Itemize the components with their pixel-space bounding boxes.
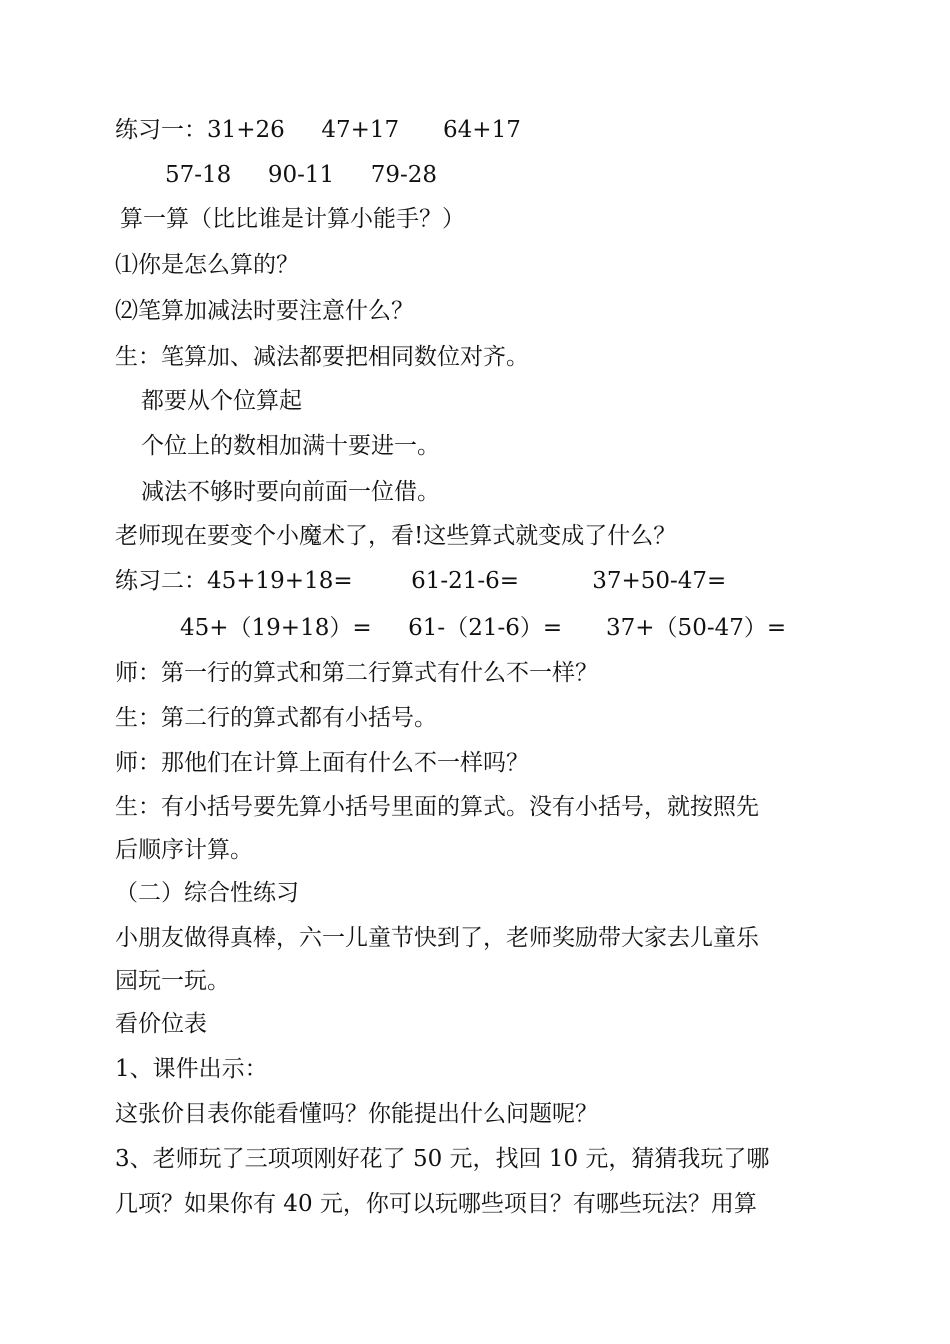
question-2: ⑵笔算加减法时要注意什么？ xyxy=(115,298,414,324)
intro-paragraph: 小朋友做得真棒，六一儿童节快到了，老师奖励带大家去儿童乐 xyxy=(115,925,759,951)
exercise-one-line-1: 练习一：31+26 47+17 64+17 xyxy=(115,117,521,143)
teacher-question-1: 师：第一行的算式和第二行算式有什么不一样？ xyxy=(115,660,598,686)
student-reply-1: 生：第二行的算式都有小括号。 xyxy=(115,705,437,731)
student-reply-2: 生：有小括号要先算小括号里面的算式。没有小括号，就按照先 xyxy=(115,794,759,820)
teacher-magic-line: 老师现在要变个小魔术了，看!这些算式就变成了什么？ xyxy=(115,523,677,549)
exercise-two-line-1: 练习二：45+19+18= 61-21-6= 37+50-47= xyxy=(115,568,727,594)
intro-paragraph-cont: 园玩一玩。 xyxy=(115,968,230,994)
calculate-heading: 算一算（比比谁是计算小能手？） xyxy=(120,206,465,232)
teacher-question-2: 师：那他们在计算上面有什么不一样吗？ xyxy=(115,750,529,776)
question-1: ⑴你是怎么算的？ xyxy=(115,252,299,278)
answer-point-3: 减法不够时要向前面一位借。 xyxy=(141,479,440,505)
student-reply-2-cont: 后顺序计算。 xyxy=(115,837,253,863)
exercise-one-line-2: 57-18 90-11 79-28 xyxy=(165,162,438,188)
step-3-cont: 几项？如果你有 40 元，你可以玩哪些项目？有哪些玩法？用算 xyxy=(115,1191,757,1217)
section-heading-2: （二）综合性练习 xyxy=(115,880,299,906)
step-3: 3、老师玩了三项项刚好花了 50 元，找回 10 元，猜猜我玩了哪 xyxy=(115,1146,770,1172)
price-list-question: 这张价目表你能看懂吗？你能提出什么问题呢？ xyxy=(115,1101,598,1127)
exercise-two-line-2: 45+（19+18）= 61-（21-6）= 37+（50-47）= xyxy=(180,615,787,641)
step-1: 1、课件出示： xyxy=(115,1056,268,1082)
answer-point-1: 都要从个位算起 xyxy=(141,388,302,414)
student-answer: 生：笔算加、减法都要把相同数位对齐。 xyxy=(115,344,529,370)
price-list-heading: 看价位表 xyxy=(115,1011,207,1037)
answer-point-2: 个位上的数相加满十要进一。 xyxy=(141,433,440,459)
